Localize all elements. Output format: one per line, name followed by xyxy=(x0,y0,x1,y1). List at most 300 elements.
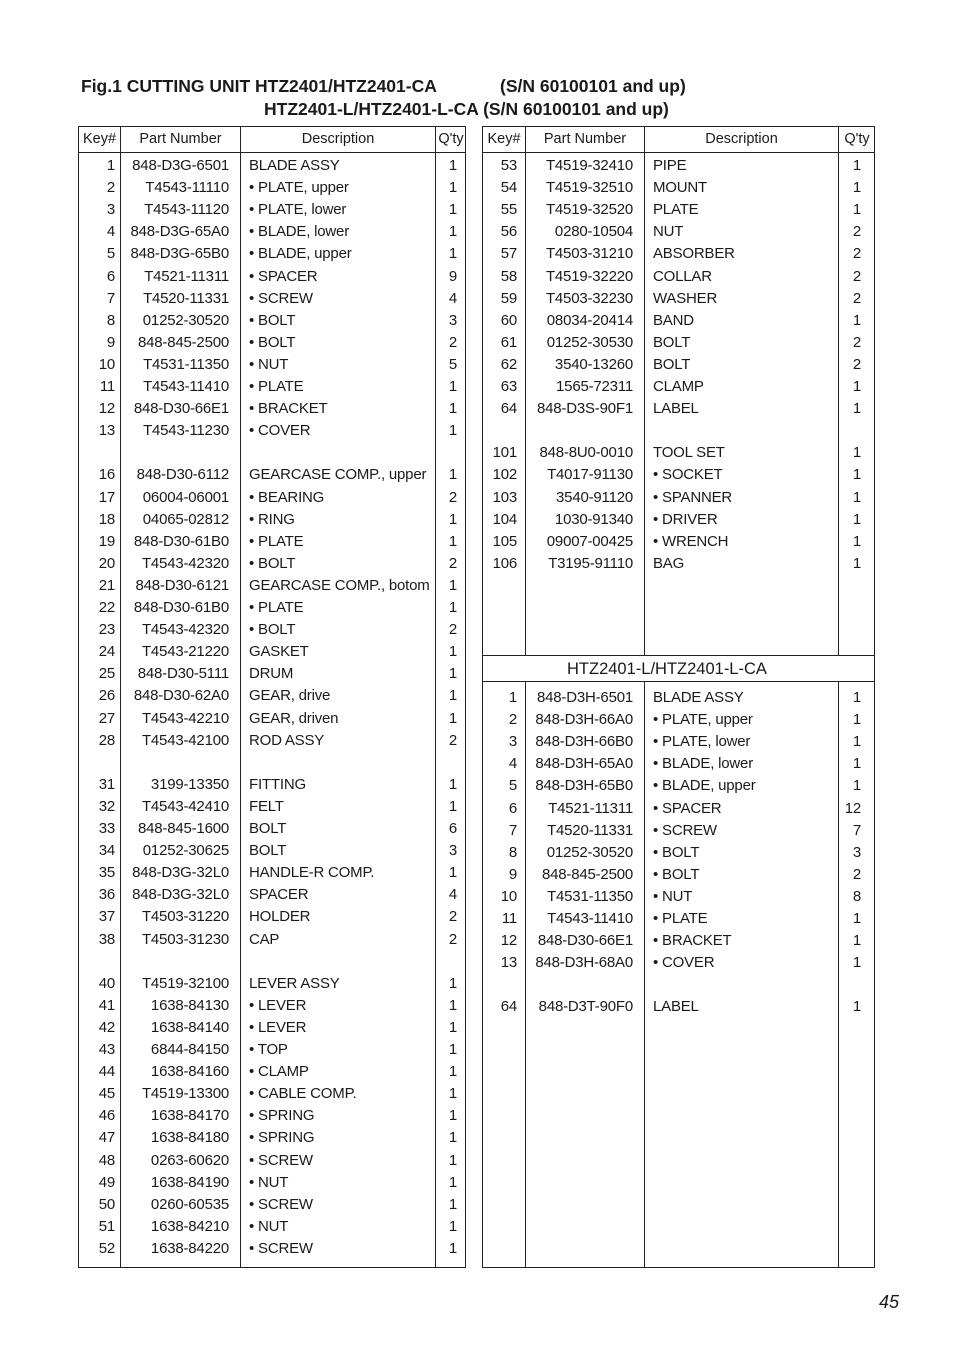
part-number-cell: 848-D3G-65B0 xyxy=(130,245,229,263)
table-row xyxy=(79,1083,465,1105)
quantity-cell: 2 xyxy=(448,554,457,572)
quantity-cell: 1 xyxy=(448,576,457,594)
table-row xyxy=(79,243,465,265)
table-row xyxy=(483,221,874,243)
part-number-cell: 3540-91120 xyxy=(556,488,633,506)
description-cell: • NUT xyxy=(249,1217,289,1235)
description-cell: BOLT xyxy=(249,842,287,860)
key-cell: 8 xyxy=(106,311,115,329)
quantity-cell: 1 xyxy=(852,488,861,506)
table-row xyxy=(79,995,465,1017)
table-row xyxy=(483,996,874,1018)
parts-table-right xyxy=(482,126,875,1268)
table-row xyxy=(79,1172,465,1194)
part-number-cell: T4543-11410 xyxy=(143,378,229,395)
part-number-cell: 848-D30-66E1 xyxy=(537,932,633,950)
quantity-cell: 1 xyxy=(448,643,457,661)
part-number-cell: T4543-42410 xyxy=(141,797,229,815)
table-row xyxy=(483,820,874,842)
table-row xyxy=(79,906,465,928)
part-number-cell: T4543-11410 xyxy=(547,910,633,927)
key-cell: 23 xyxy=(98,621,115,639)
part-number-cell: 06004-06001 xyxy=(142,488,229,506)
table-row xyxy=(483,310,874,332)
table-row xyxy=(483,442,874,464)
part-number-cell: T4503-31220 xyxy=(141,908,229,926)
part-number-cell: T4519-32410 xyxy=(545,157,633,174)
table-row xyxy=(483,266,874,288)
table-row xyxy=(79,708,465,730)
description-cell: • BEARING xyxy=(249,488,325,506)
quantity-cell: 1 xyxy=(448,510,457,528)
key-cell: 11 xyxy=(99,378,115,395)
table-row xyxy=(483,398,874,420)
description-cell: • BOLT xyxy=(653,865,700,883)
header-qty: Q'ty xyxy=(844,131,870,147)
description-cell: DRUM xyxy=(249,665,294,683)
table-row xyxy=(79,199,465,221)
quantity-cell: 1 xyxy=(448,1018,457,1036)
part-number-cell: T4543-42320 xyxy=(141,554,229,572)
part-number-cell: T4519-32520 xyxy=(545,201,633,219)
description-cell: CLAMP xyxy=(653,378,704,395)
table-row xyxy=(79,1127,465,1149)
part-number-cell: T4531-11350 xyxy=(143,355,229,373)
quantity-cell: 1 xyxy=(852,954,861,972)
table-row xyxy=(79,509,465,531)
description-cell: • BOLT xyxy=(249,333,296,351)
key-cell: 59 xyxy=(500,289,517,307)
description-cell: FITTING xyxy=(249,775,306,793)
key-cell: 102 xyxy=(492,466,517,484)
part-number-cell: 1638-84180 xyxy=(150,1129,229,1147)
part-number-cell: 1638-84170 xyxy=(150,1107,229,1125)
key-cell: 10 xyxy=(500,887,517,905)
table-row xyxy=(79,221,465,243)
table-row xyxy=(483,930,874,952)
table-row xyxy=(79,464,465,486)
table-row xyxy=(79,641,465,663)
part-number-cell: 848-845-2500 xyxy=(137,333,229,351)
quantity-cell: 3 xyxy=(852,843,861,861)
part-number-cell: 848-D3H-66B0 xyxy=(535,733,633,751)
table-row xyxy=(483,464,874,486)
key-cell: 35 xyxy=(98,864,115,882)
quantity-cell: 2 xyxy=(852,865,861,883)
key-cell: 24 xyxy=(98,643,115,661)
quantity-cell: 1 xyxy=(448,1063,457,1081)
key-cell: 62 xyxy=(500,355,517,373)
key-cell: 54 xyxy=(500,179,517,197)
key-cell: 47 xyxy=(98,1129,115,1147)
part-number-cell: 848-D3S-90F1 xyxy=(537,400,633,418)
part-number-cell: 848-D3H-65A0 xyxy=(535,755,633,773)
quantity-cell: 1 xyxy=(448,157,457,174)
description-cell: • COVER xyxy=(249,422,311,440)
table-row xyxy=(79,266,465,288)
key-cell: 19 xyxy=(98,532,115,550)
description-cell: • SPRING xyxy=(249,1129,315,1147)
description-cell: TOOL SET xyxy=(653,444,725,462)
key-cell: 51 xyxy=(98,1217,115,1235)
key-cell: 64 xyxy=(500,400,517,418)
table-row xyxy=(79,155,465,177)
description-cell: • SOCKET xyxy=(653,466,723,484)
quantity-cell: 7 xyxy=(852,821,861,839)
key-cell: 5 xyxy=(508,777,517,795)
key-cell: 28 xyxy=(98,731,115,749)
part-number-cell: 1638-84210 xyxy=(150,1217,229,1235)
part-number-cell: 848-845-1600 xyxy=(137,820,229,837)
part-number-cell: 1638-84190 xyxy=(150,1173,229,1191)
table-row xyxy=(79,951,465,973)
description-cell: GEARCASE COMP., upper xyxy=(249,466,427,484)
part-number-cell: T3195-91110 xyxy=(548,554,633,572)
part-number-cell: T4531-11350 xyxy=(547,887,633,905)
table-row xyxy=(79,774,465,796)
description-cell: GEAR, driven xyxy=(249,709,339,727)
quantity-cell: 1 xyxy=(448,422,457,440)
part-number-cell: T4520-11331 xyxy=(143,289,229,307)
quantity-cell: 1 xyxy=(852,689,861,706)
quantity-cell: 3 xyxy=(448,311,457,329)
part-number-cell: 0280-10504 xyxy=(554,223,633,241)
section-heading-l-model: HTZ2401-L/HTZ2401-L-CA xyxy=(483,655,874,682)
description-cell: • SCREW xyxy=(249,1239,313,1257)
quantity-cell: 1 xyxy=(448,1239,457,1257)
quantity-cell: 1 xyxy=(852,466,861,484)
part-number-cell: T4519-32220 xyxy=(545,267,633,285)
table-row xyxy=(79,1061,465,1083)
quantity-cell: 1 xyxy=(448,775,457,793)
description-cell: • SCREW xyxy=(653,821,717,839)
part-number-cell: 848-D3H-6501 xyxy=(537,689,633,706)
part-number-cell: T4543-11230 xyxy=(143,422,229,440)
key-cell: 101 xyxy=(492,444,517,462)
description-cell: FELT xyxy=(249,797,284,815)
table-row xyxy=(79,730,465,752)
part-number-cell: 848-D3T-90F0 xyxy=(538,998,633,1016)
table-row xyxy=(483,509,874,531)
quantity-cell: 1 xyxy=(448,201,457,219)
key-cell: 64 xyxy=(500,998,517,1016)
table-row xyxy=(483,908,874,930)
key-cell: 46 xyxy=(98,1107,115,1125)
key-cell: 104 xyxy=(492,510,517,528)
description-cell: BOLT xyxy=(653,355,691,373)
part-number-cell: 01252-30530 xyxy=(546,333,633,351)
quantity-cell: 1 xyxy=(852,554,861,572)
table-row xyxy=(483,288,874,310)
description-cell: • SCREW xyxy=(249,1195,313,1213)
description-cell: BLADE ASSY xyxy=(249,157,340,174)
description-cell: GEARCASE COMP., botom xyxy=(249,576,430,594)
table-row xyxy=(79,310,465,332)
part-number-cell: T4503-32230 xyxy=(545,289,633,307)
header-key: Key# xyxy=(82,131,117,147)
part-number-cell: 848-D3G-32L0 xyxy=(132,864,229,882)
part-number-cell: 3199-13350 xyxy=(150,775,229,793)
quantity-cell: 1 xyxy=(448,1085,457,1103)
part-number-cell: 848-D3H-65B0 xyxy=(535,777,633,795)
table-row xyxy=(483,886,874,908)
part-number-cell: 848-D30-6112 xyxy=(136,466,229,484)
part-number-cell: T4543-21220 xyxy=(141,643,229,661)
part-number-cell: 0263-60620 xyxy=(150,1151,229,1169)
table-row xyxy=(79,619,465,641)
header-qty: Q'ty xyxy=(438,131,464,147)
part-number-cell: 848-D3H-68A0 xyxy=(535,954,633,972)
description-cell: • BLADE, lower xyxy=(653,755,753,773)
table-row xyxy=(79,752,465,774)
table-row xyxy=(79,332,465,354)
part-number-cell: T4543-11120 xyxy=(144,201,229,219)
description-cell: • BLADE, lower xyxy=(249,223,349,241)
key-cell: 4 xyxy=(508,755,517,773)
part-number-cell: 848-D30-66E1 xyxy=(133,400,229,418)
quantity-cell: 1 xyxy=(852,733,861,751)
quantity-cell: 2 xyxy=(852,267,861,285)
quantity-cell: 4 xyxy=(448,289,457,307)
quantity-cell: 1 xyxy=(448,599,457,616)
description-cell: ROD ASSY xyxy=(249,731,325,749)
quantity-cell: 1 xyxy=(852,400,861,418)
quantity-cell: 1 xyxy=(448,1107,457,1125)
key-cell: 21 xyxy=(98,576,115,594)
key-cell: 106 xyxy=(492,554,517,572)
key-cell: 43 xyxy=(98,1041,115,1058)
figure-subtitle: HTZ2401-L/HTZ2401-L-CA (S/N 60100101 and up) xyxy=(264,99,669,119)
table-row xyxy=(79,973,465,995)
quantity-cell: 1 xyxy=(448,1217,457,1235)
quantity-cell: 1 xyxy=(448,687,457,705)
table-row xyxy=(79,1238,465,1260)
table-row xyxy=(483,487,874,509)
part-number-cell: 848-D30-61B0 xyxy=(133,599,229,616)
page-number: 45 xyxy=(879,1292,900,1312)
table-row xyxy=(79,1150,465,1172)
quantity-cell: 1 xyxy=(852,777,861,795)
quantity-cell: 2 xyxy=(448,731,457,749)
quantity-cell: 1 xyxy=(448,665,457,683)
description-cell: • PLATE, lower xyxy=(249,201,347,219)
key-cell: 2 xyxy=(508,711,517,729)
table-row xyxy=(483,177,874,199)
part-number-cell: 6844-84150 xyxy=(150,1041,229,1058)
quantity-cell: 1 xyxy=(448,466,457,484)
quantity-cell: 1 xyxy=(852,532,861,550)
quantity-cell: 1 xyxy=(448,1173,457,1191)
description-cell: HANDLE-R COMP. xyxy=(249,864,375,882)
table-row xyxy=(483,199,874,221)
quantity-cell: 12 xyxy=(844,799,861,817)
quantity-cell: 1 xyxy=(448,1195,457,1213)
quantity-cell: 2 xyxy=(448,930,457,948)
key-cell: 41 xyxy=(98,996,115,1014)
table-row xyxy=(79,376,465,398)
key-cell: 49 xyxy=(98,1173,115,1191)
quantity-cell: 1 xyxy=(852,711,861,729)
table-row xyxy=(483,798,874,820)
table-row xyxy=(79,531,465,553)
quantity-cell: 2 xyxy=(852,333,861,351)
key-cell: 4 xyxy=(106,223,115,241)
table-row xyxy=(79,597,465,619)
quantity-cell: 6 xyxy=(448,820,457,837)
quantity-cell: 1 xyxy=(448,532,457,550)
description-cell: • PLATE, lower xyxy=(653,733,751,751)
description-cell: • TOP xyxy=(249,1041,288,1058)
description-cell: • BOLT xyxy=(249,311,296,329)
description-cell: BLADE ASSY xyxy=(653,689,744,706)
description-cell: • BRACKET xyxy=(249,400,328,418)
part-number-cell: 1638-84160 xyxy=(150,1063,229,1081)
key-cell: 103 xyxy=(492,488,517,506)
description-cell: WASHER xyxy=(653,289,718,307)
table-row xyxy=(79,1039,465,1061)
key-cell: 56 xyxy=(500,223,517,241)
table-row xyxy=(79,1194,465,1216)
description-cell: HOLDER xyxy=(249,908,311,926)
table-row xyxy=(483,531,874,553)
part-number-cell: 1030-91340 xyxy=(554,510,633,528)
quantity-cell: 2 xyxy=(448,908,457,926)
key-cell: 38 xyxy=(98,930,115,948)
table-row xyxy=(483,243,874,265)
quantity-cell: 2 xyxy=(852,223,861,241)
quantity-cell: 1 xyxy=(852,378,861,395)
key-cell: 2 xyxy=(106,179,115,197)
description-cell: MOUNT xyxy=(653,179,707,197)
key-cell: 58 xyxy=(500,267,517,285)
part-number-cell: 848-D30-6121 xyxy=(135,576,229,594)
table-row xyxy=(79,929,465,951)
key-cell: 10 xyxy=(98,355,115,373)
key-cell: 48 xyxy=(98,1151,115,1169)
quantity-cell: 1 xyxy=(852,444,861,462)
quantity-cell: 1 xyxy=(448,1151,457,1169)
key-cell: 17 xyxy=(98,488,115,506)
key-cell: 50 xyxy=(98,1195,115,1213)
parts-table-left xyxy=(78,126,466,1268)
part-number-cell: T4543-42100 xyxy=(141,731,229,749)
part-number-cell: 3540-13260 xyxy=(554,355,633,373)
key-cell: 63 xyxy=(500,378,517,395)
quantity-cell: 2 xyxy=(852,245,861,263)
key-cell: 40 xyxy=(98,974,115,992)
header-key: Key# xyxy=(487,131,521,147)
description-cell: • BLADE, upper xyxy=(249,245,352,263)
description-cell: • SPACER xyxy=(653,799,722,817)
table-row xyxy=(79,442,465,464)
part-number-cell: 848-D30-62A0 xyxy=(133,687,229,705)
key-cell: 32 xyxy=(98,797,115,815)
part-number-cell: T4503-31210 xyxy=(545,245,633,263)
part-number-cell: T4543-11110 xyxy=(145,179,229,197)
key-cell: 7 xyxy=(106,289,115,307)
description-cell: • NUT xyxy=(653,887,693,905)
quantity-cell: 5 xyxy=(448,355,457,373)
key-cell: 60 xyxy=(500,311,517,329)
table-row xyxy=(483,332,874,354)
description-cell: LEVER ASSY xyxy=(249,974,340,992)
description-cell: • LEVER xyxy=(249,1018,307,1036)
part-number-cell: 04065-02812 xyxy=(142,510,229,528)
key-cell: 27 xyxy=(98,709,115,727)
quantity-cell: 1 xyxy=(448,223,457,241)
description-cell: • BOLT xyxy=(249,621,296,639)
part-number-cell: 848-D3G-65A0 xyxy=(130,223,229,241)
part-number-cell: 1565-72311 xyxy=(556,378,633,395)
table-header xyxy=(483,127,874,153)
key-cell: 18 xyxy=(98,510,115,528)
quantity-cell: 1 xyxy=(852,755,861,773)
key-cell: 37 xyxy=(98,908,115,926)
description-cell: LABEL xyxy=(653,400,699,418)
description-cell: • PLATE xyxy=(653,910,708,927)
description-cell: • SPACER xyxy=(249,267,318,285)
key-cell: 3 xyxy=(106,201,115,219)
part-number-cell: T4543-42210 xyxy=(141,709,229,727)
description-cell: GASKET xyxy=(249,643,309,661)
figure-title: Fig.1 CUTTING UNIT HTZ2401/HTZ2401-CA xyxy=(81,76,437,96)
description-cell: BOLT xyxy=(249,820,287,837)
description-cell: PLATE xyxy=(653,201,699,219)
quantity-cell: 1 xyxy=(448,400,457,418)
key-cell: 52 xyxy=(98,1239,115,1257)
quantity-cell: 4 xyxy=(448,886,457,904)
table-row xyxy=(79,818,465,840)
table-row xyxy=(483,376,874,398)
table-row xyxy=(483,775,874,797)
key-cell: 31 xyxy=(98,775,115,793)
description-cell: • COVER xyxy=(653,954,715,972)
quantity-cell: 1 xyxy=(448,709,457,727)
key-cell: 12 xyxy=(500,932,517,950)
key-cell: 6 xyxy=(106,267,115,285)
quantity-cell: 1 xyxy=(852,910,861,927)
key-cell: 13 xyxy=(500,954,517,972)
table-row xyxy=(483,687,874,709)
key-cell: 3 xyxy=(508,733,517,751)
header-description: Description xyxy=(705,131,778,147)
description-cell: • SCREW xyxy=(249,289,313,307)
description-cell: • LEVER xyxy=(249,996,307,1014)
key-cell: 16 xyxy=(98,466,115,484)
table-row xyxy=(79,884,465,906)
part-number-cell: 01252-30520 xyxy=(142,311,229,329)
quantity-cell: 1 xyxy=(448,245,457,263)
table-row xyxy=(79,685,465,707)
table-row xyxy=(483,842,874,864)
part-number-cell: T4519-32100 xyxy=(141,974,229,992)
key-cell: 5 xyxy=(106,245,115,263)
description-cell: • PLATE, upper xyxy=(653,711,753,729)
description-cell: • CLAMP xyxy=(249,1063,309,1081)
description-cell: • PLATE xyxy=(249,532,304,550)
table-row xyxy=(79,553,465,575)
key-cell: 44 xyxy=(98,1063,115,1081)
description-cell: • WRENCH xyxy=(653,532,729,550)
part-number-cell: 08034-20414 xyxy=(546,311,633,329)
part-number-cell: 848-D3G-32L0 xyxy=(132,886,229,904)
table-row xyxy=(483,864,874,886)
description-cell: • SPRING xyxy=(249,1107,315,1125)
table-row xyxy=(483,420,874,442)
description-cell: • DRIVER xyxy=(653,510,718,528)
key-cell: 8 xyxy=(508,843,517,861)
table-row xyxy=(79,796,465,818)
